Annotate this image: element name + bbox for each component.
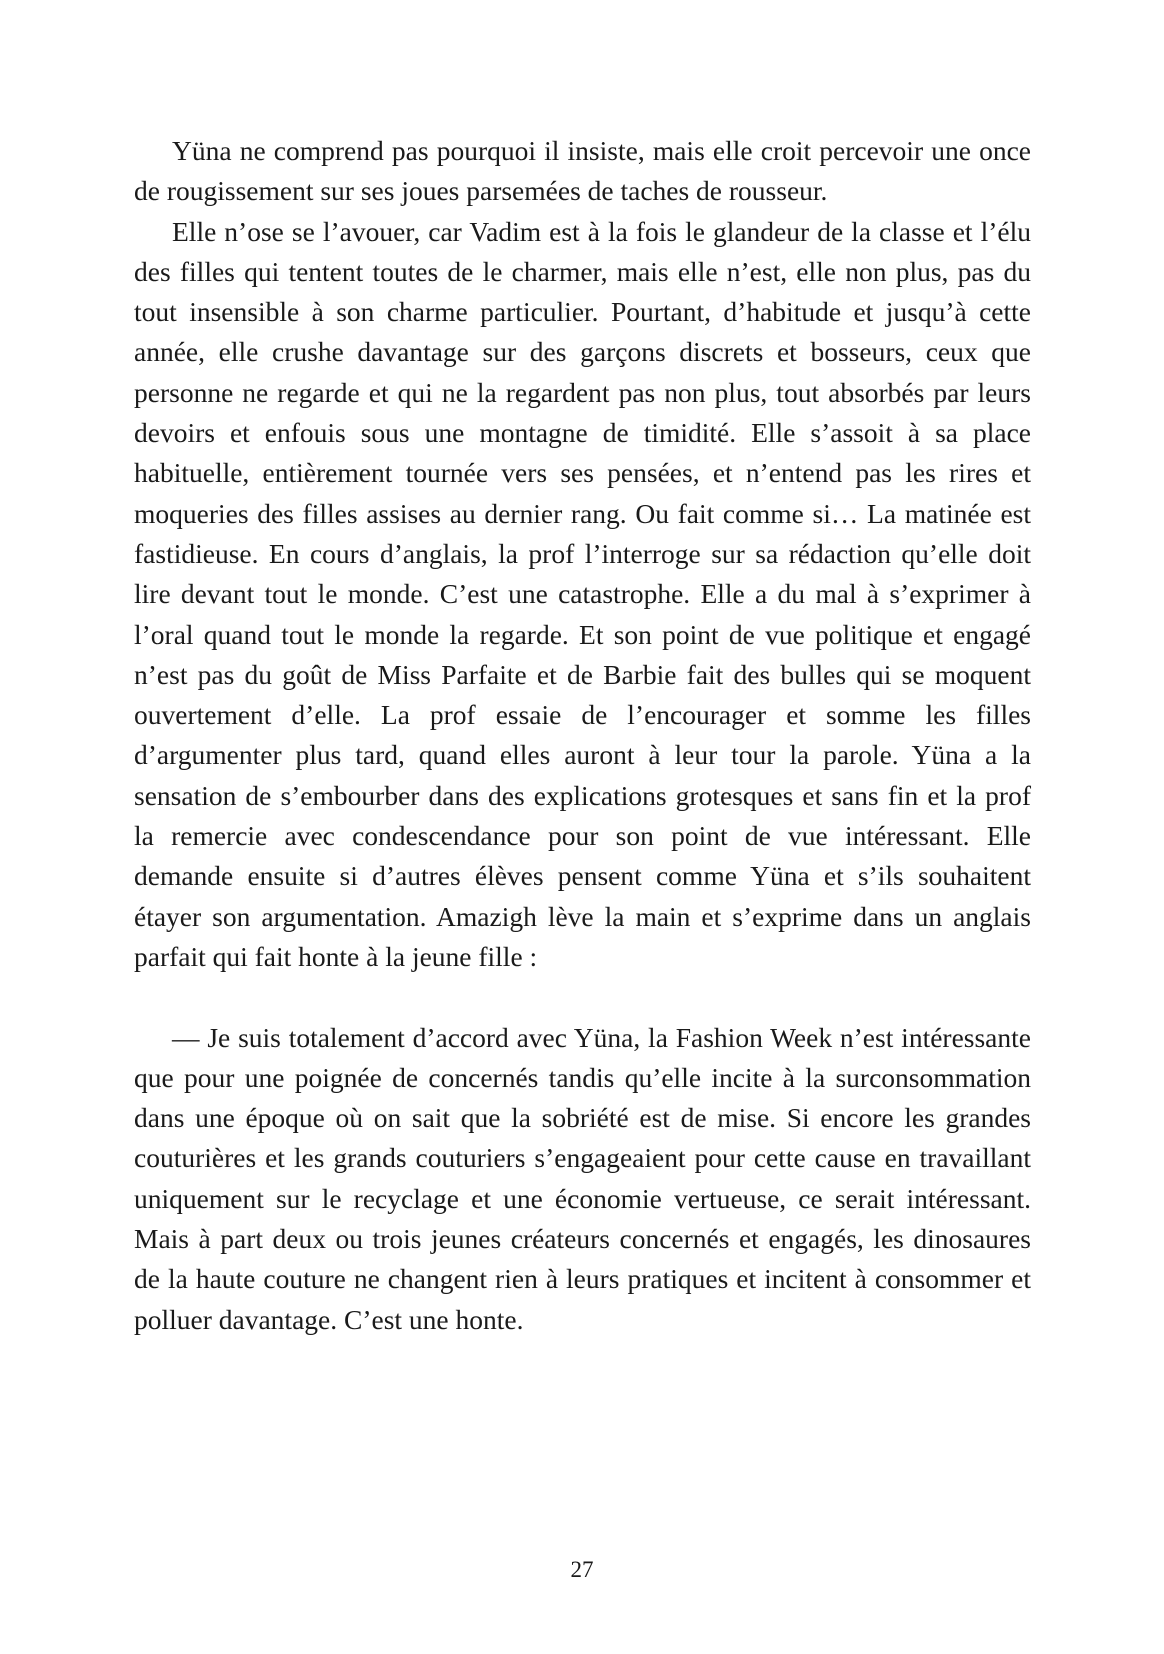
body-text (134, 131, 1031, 1340)
paragraph-1: Yüna ne comprend pas pourquoi il insiste, mais elle croit percevoir une once de rougissement sur ses joues parsemées de taches de rousseur. (134, 135, 1031, 207)
dialogue-paragraph: — Je suis totalement d’accord avec Yüna, la Fashion Week n’est intéressante que pour une poignée de concernés tandis qu’elle incite à la surconsommation dans une époque où on sait que la sobriété est de mise. Si encore les grandes couturières et les grands couturiers s’engageaient pour cette cause en travaillant uniquement sur le recyclage et une économie vertueuse, ce serait intéressant. Mais à part deux ou trois jeunes créateurs concernés et engagés, les dinosaures de la haute couture ne changent rien à leurs pratiques et incitent à consommer et polluer davantage. C’est une honte. (134, 1021, 1031, 1335)
page-number: 27 (570, 1557, 594, 1582)
paragraph-2: Elle n’ose se l’avouer, car Vadim est à la fois le glandeur de la classe et l’élu des filles qui tentent toutes de le charmer, mais elle n’est, elle non plus, pas du tout insensible à son charme particulier. Pourtant, d’habitude et jusqu’à cette année, elle crushe davantage sur des garçons discrets et bosseurs, ceux que personne ne regarde et qui ne la regardent pas non plus, tout absorbés par leurs devoirs et enfouis sous une montagne de timidité. Elle s’assoit à sa place habituelle, entièrement tournée vers ses pensées, et n’entend pas les rires et moqueries des filles assises au dernier rang. Ou fait comme si… La matinée est fastidieuse. En cours d’anglais, la prof l’interroge sur sa rédaction qu’elle doit lire devant tout le monde. C’est une catastrophe. Elle a du mal à s’exprimer à l’oral quand tout le monde la regarde. Et son point de vue politique et engagé n’est pas du goût de Miss Parfaite et de Barbie fait des bulles qui se moquent ouvertement d’elle. La prof essaie de l’encourager et somme les filles d’argumenter plus tard, quand elles auront à leur tour la parole. Yüna a la sensation de s’embourber dans des explications grotesques et sans fin et la prof la remercie avec condescendance pour son point de vue intéressant. Elle demande ensuite si d’autres élèves pensent comme Yüna et s’ils souhaitent étayer son argumentation. Amazigh lève la main et s’exprime dans un anglais parfait qui fait honte à la jeune fille : (134, 215, 1031, 972)
